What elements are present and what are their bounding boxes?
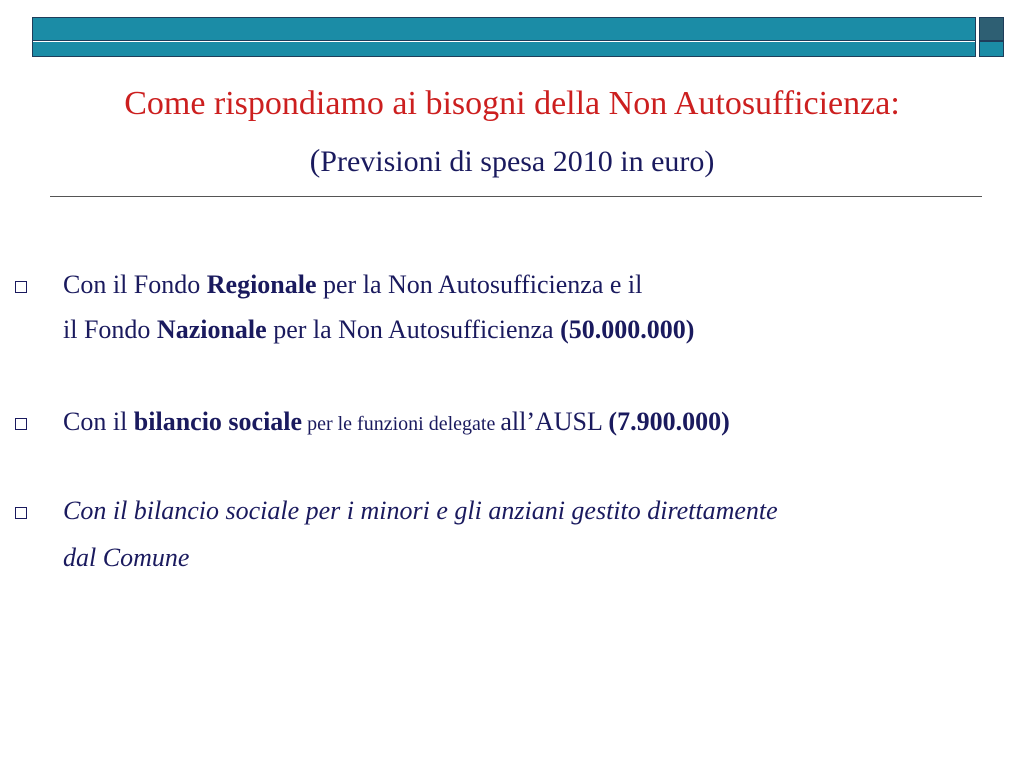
bilancio-sociale-label: bilancio sociale bbox=[133, 407, 303, 436]
bullet-1-line-2: il Fondo Nazionale per la Non Autosufficienza (50.000.000) bbox=[63, 315, 695, 344]
slide-title: Come rispondiamo ai bisogni della Non Autosufficienza: bbox=[124, 85, 900, 122]
header-bar bbox=[32, 17, 976, 57]
header-band-bottom bbox=[33, 42, 975, 56]
bullet-3-line-2: dal Comune bbox=[63, 543, 190, 572]
bullet-square-icon bbox=[15, 281, 27, 293]
nazionale-label: Nazionale bbox=[156, 315, 267, 344]
subtitle-text: Previsioni di spesa 2010 in euro) bbox=[320, 145, 715, 178]
bullet-1-line-1: Con il Fondo Regionale per la Non Autosufficienza e il bbox=[63, 270, 643, 299]
amount-nazionale: (50.000.000) bbox=[560, 315, 695, 344]
bullet-square-icon bbox=[15, 418, 27, 430]
slide-subtitle bbox=[0, 138, 1024, 184]
bullet-3-line-1: Con il bilancio sociale per i minori e gli anziani gestito direttamente bbox=[63, 496, 778, 525]
amount-ausl: (7.900.000) bbox=[608, 407, 730, 436]
bullet-2-line: Con il bilancio sociale per le funzioni delegate all’AUSL (7.900.000) bbox=[63, 407, 730, 436]
header-band-top bbox=[33, 18, 975, 41]
regionale-label: Regionale bbox=[206, 270, 317, 299]
header-corner-top bbox=[979, 17, 1004, 41]
title-divider bbox=[50, 196, 982, 197]
bullet-square-icon bbox=[15, 507, 27, 519]
header-corner-bottom bbox=[979, 41, 1004, 57]
subtitle-open-paren: ( bbox=[309, 142, 321, 178]
